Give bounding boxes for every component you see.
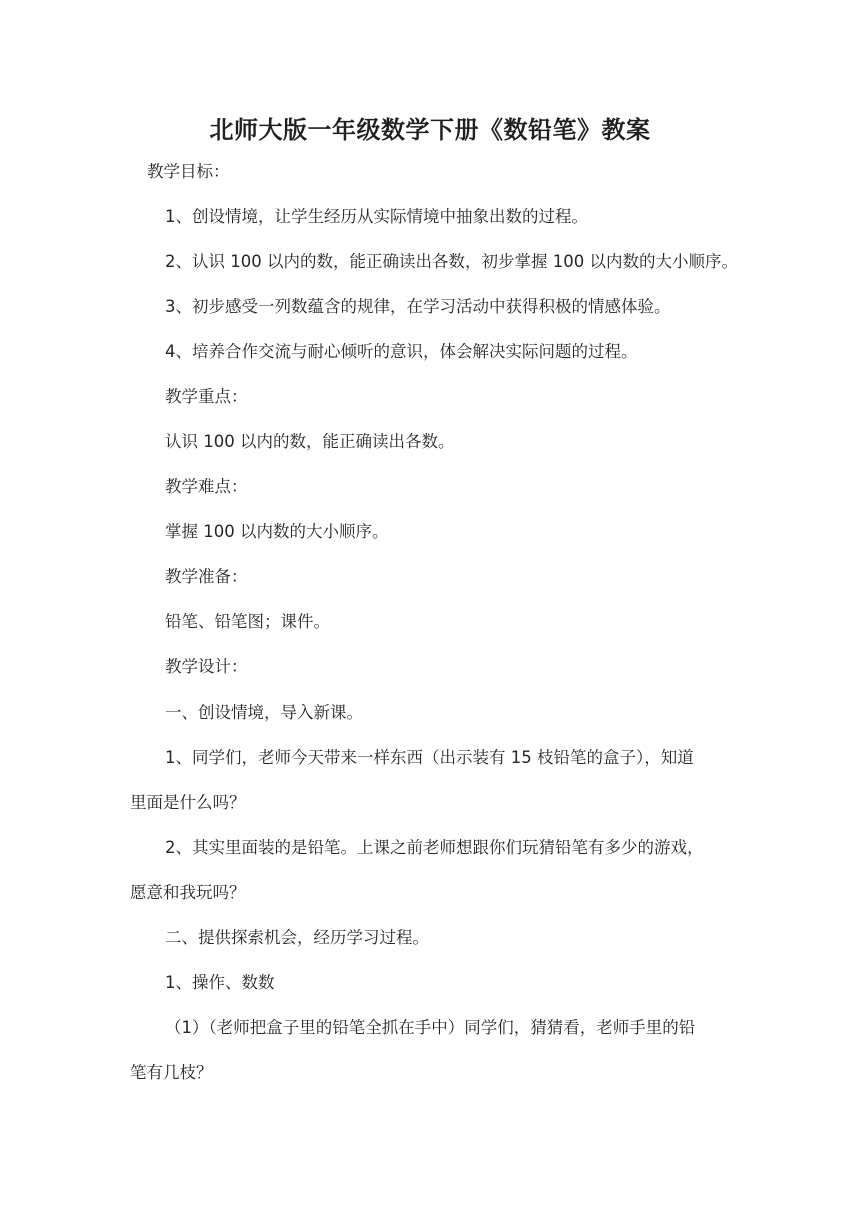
key-points-text: 认识 100 以内的数，能正确读出各数。	[165, 432, 455, 451]
document-title: 北师大版一年级数学下册《数铅笔》教案	[209, 116, 651, 144]
design-step-2-heading: 二、提供探索机会，经历学习过程。	[165, 928, 429, 947]
objective-item-2: 2、认识 100 以内的数，能正确读出各数，初步掌握 100 以内数的大小顺序。	[165, 252, 738, 271]
design-paragraph-1-line-2: 里面是什么吗？	[130, 793, 246, 812]
preparation-text: 铅笔、铅笔图；课件。	[165, 612, 330, 631]
design-step-1-heading: 一、创设情境，导入新课。	[165, 703, 363, 722]
difficulties-text: 掌握 100 以内数的大小顺序。	[165, 522, 389, 541]
section-heading-objectives: 教学目标：	[147, 162, 230, 181]
design-paragraph-2-line-2: 愿意和我玩吗？	[130, 883, 246, 902]
design-paragraph-1-line-1: 1、同学们，老师今天带来一样东西（出示装有 15 枝铅笔的盒子），知道	[165, 748, 694, 767]
objective-item-4: 4、培养合作交流与耐心倾听的意识，体会解决实际问题的过程。	[165, 342, 638, 361]
section-heading-key-points: 教学重点：	[165, 387, 248, 406]
objective-item-3: 3、初步感受一列数蕴含的规律，在学习活动中获得积极的情感体验。	[165, 297, 671, 316]
design-subheading-operate-count: 1、操作、数数	[165, 973, 275, 992]
design-paragraph-3-line-1: （1）（老师把盒子里的铅笔全抓在手中）同学们，猜猜看，老师手里的铅	[165, 1018, 696, 1037]
section-heading-preparation: 教学准备：	[165, 567, 248, 586]
design-paragraph-3-line-2: 笔有几枝？	[130, 1063, 213, 1082]
objective-item-1: 1、创设情境，让学生经历从实际情境中抽象出数的过程。	[165, 207, 588, 226]
design-paragraph-2-line-1: 2、其实里面装的是铅笔。上课之前老师想跟你们玩猜铅笔有多少的游戏，	[165, 838, 704, 857]
section-heading-design: 教学设计：	[165, 657, 248, 676]
section-heading-difficulties: 教学难点：	[165, 477, 248, 496]
